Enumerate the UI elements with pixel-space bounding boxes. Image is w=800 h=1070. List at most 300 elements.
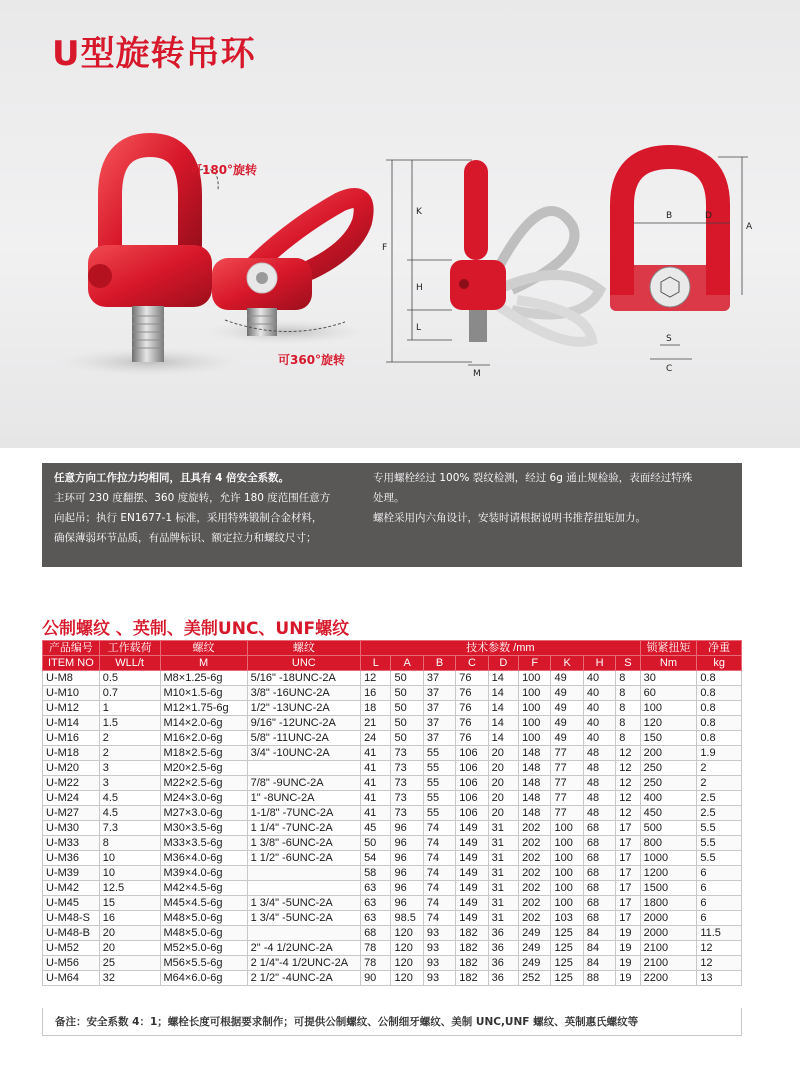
table-cell: 49 <box>551 701 583 716</box>
table-cell: 8 <box>616 671 640 686</box>
table-cell: 36 <box>488 956 518 971</box>
table-cell: 10 <box>99 851 160 866</box>
table-cell: 93 <box>423 941 455 956</box>
table-cell: 96 <box>391 821 423 836</box>
table-cell: 182 <box>456 941 488 956</box>
table-cell <box>247 866 360 881</box>
table-cell: 3 <box>99 776 160 791</box>
table-cell: U-M16 <box>43 731 100 746</box>
table-cell: 150 <box>640 731 697 746</box>
table-cell: U-M64 <box>43 971 100 986</box>
table-cell: 6 <box>697 866 742 881</box>
table-cell: 17 <box>616 836 640 851</box>
table-cell: 12 <box>697 941 742 956</box>
table-cell: 2200 <box>640 971 697 986</box>
table-cell: 37 <box>423 671 455 686</box>
header-dim-C: C <box>456 656 488 671</box>
table-cell: 68 <box>583 821 615 836</box>
table-cell: 76 <box>456 701 488 716</box>
table-cell: 17 <box>616 851 640 866</box>
section-title: 公制螺纹 、英制、美制UNC、UNF螺纹 <box>42 619 350 639</box>
spec-table-body <box>43 671 742 986</box>
table-cell: M36×4.0-6g <box>160 851 247 866</box>
table-cell: 250 <box>640 761 697 776</box>
side-view-drawing <box>372 150 608 380</box>
table-cell: 96 <box>391 881 423 896</box>
header-dim-H: H <box>583 656 615 671</box>
table-cell: 19 <box>616 971 640 986</box>
table-cell: 202 <box>519 911 551 926</box>
table-cell: 50 <box>391 671 423 686</box>
table-cell: 63 <box>361 881 391 896</box>
table-row <box>43 851 742 866</box>
table-cell: 125 <box>551 941 583 956</box>
table-cell: 19 <box>616 956 640 971</box>
table-cell: 16 <box>361 686 391 701</box>
table-cell: 148 <box>519 806 551 821</box>
table-cell: 100 <box>640 701 697 716</box>
table-row <box>43 731 742 746</box>
table-cell: 149 <box>456 821 488 836</box>
table-cell: 8 <box>616 686 640 701</box>
table-cell: 148 <box>519 761 551 776</box>
table-cell: U-M30 <box>43 821 100 836</box>
table-cell: U-M14 <box>43 716 100 731</box>
table-cell: 63 <box>361 911 391 926</box>
table-cell: 14 <box>488 701 518 716</box>
table-row <box>43 701 742 716</box>
rotate-360-callout: 可360°旋转 <box>278 353 346 367</box>
table-cell <box>247 881 360 896</box>
table-row <box>43 716 742 731</box>
table-cell: 68 <box>583 836 615 851</box>
table-cell: 202 <box>519 851 551 866</box>
table-cell: 2100 <box>640 941 697 956</box>
table-cell: 20 <box>488 761 518 776</box>
table-cell: 450 <box>640 806 697 821</box>
header-item-no: ITEM NO <box>43 656 100 671</box>
table-cell: 4.5 <box>99 791 160 806</box>
table-cell: 31 <box>488 896 518 911</box>
table-cell: 100 <box>551 851 583 866</box>
table-cell: 0.8 <box>697 701 742 716</box>
table-cell: 125 <box>551 971 583 986</box>
table-cell: 74 <box>423 851 455 866</box>
table-cell: M24×3.0-6g <box>160 791 247 806</box>
table-cell: 73 <box>391 776 423 791</box>
header-dim-D: D <box>488 656 518 671</box>
table-cell: U-M10 <box>43 686 100 701</box>
table-cell: 45 <box>361 821 391 836</box>
table-cell: 2000 <box>640 911 697 926</box>
table-cell: 100 <box>551 866 583 881</box>
table-cell: M48×5.0-6g <box>160 911 247 926</box>
table-cell: 100 <box>519 671 551 686</box>
table-cell: 40 <box>583 701 615 716</box>
dim-label-F: F <box>382 243 388 253</box>
table-cell: 32 <box>99 971 160 986</box>
table-cell: 96 <box>391 896 423 911</box>
table-cell: 55 <box>423 791 455 806</box>
table-cell: U-M33 <box>43 836 100 851</box>
table-row <box>43 776 742 791</box>
table-cell: 1 3/4" -5UNC-2A <box>247 896 360 911</box>
table-cell: 5.5 <box>697 836 742 851</box>
table-cell: 500 <box>640 821 697 836</box>
table-cell: 11.5 <box>697 926 742 941</box>
table-cell: 54 <box>361 851 391 866</box>
table-cell: 93 <box>423 926 455 941</box>
header-dim-K: K <box>551 656 583 671</box>
table-cell: 30 <box>640 671 697 686</box>
table-cell: 2 1/4"-4 1/2UNC-2A <box>247 956 360 971</box>
table-cell: 3/4" -10UNC-2A <box>247 746 360 761</box>
header-wll: 工作载荷 <box>99 641 160 656</box>
table-cell: 7.3 <box>99 821 160 836</box>
table-cell: M16×2.0-6g <box>160 731 247 746</box>
front-view-drawing <box>600 145 760 375</box>
table-cell: M8×1.25-6g <box>160 671 247 686</box>
table-cell: M45×4.5-6g <box>160 896 247 911</box>
table-cell: 41 <box>361 806 391 821</box>
hero-section <box>0 0 800 448</box>
table-cell: 37 <box>423 701 455 716</box>
table-cell: U-M27 <box>43 806 100 821</box>
table-cell: 17 <box>616 896 640 911</box>
table-cell: 90 <box>361 971 391 986</box>
table-cell: 8 <box>99 836 160 851</box>
dim-label-C: C <box>666 364 673 374</box>
header-nm: Nm <box>640 656 697 671</box>
table-cell: 252 <box>519 971 551 986</box>
table-cell: 149 <box>456 836 488 851</box>
table-cell: 250 <box>640 776 697 791</box>
table-cell: 17 <box>616 911 640 926</box>
table-cell: U-M22 <box>43 776 100 791</box>
table-cell: U-M45 <box>43 896 100 911</box>
table-cell: 148 <box>519 776 551 791</box>
table-cell: 120 <box>391 941 423 956</box>
table-cell <box>247 926 360 941</box>
features-info-box <box>42 463 742 567</box>
table-cell: 77 <box>551 806 583 821</box>
table-cell: 4.5 <box>99 806 160 821</box>
table-cell: 202 <box>519 881 551 896</box>
table-cell: 2 <box>99 731 160 746</box>
table-cell: 120 <box>391 926 423 941</box>
table-cell: 55 <box>423 761 455 776</box>
table-cell: U-M20 <box>43 761 100 776</box>
table-cell: M52×5.0-6g <box>160 941 247 956</box>
table-cell: 74 <box>423 911 455 926</box>
table-cell: 6 <box>697 881 742 896</box>
table-cell: 149 <box>456 911 488 926</box>
table-cell: 84 <box>583 941 615 956</box>
table-cell: 1 1/4" -7UNC-2A <box>247 821 360 836</box>
header-torque: 锁紧扭矩 <box>640 641 697 656</box>
table-cell: 10 <box>99 866 160 881</box>
table-cell: 19 <box>616 926 640 941</box>
table-cell: 120 <box>640 716 697 731</box>
table-cell: 77 <box>551 761 583 776</box>
table-cell: U-M8 <box>43 671 100 686</box>
table-row <box>43 836 742 851</box>
table-cell: 19 <box>616 941 640 956</box>
feature-line: 向起吊；执行 EN1677-1 标准，采用特殊锻制合金材料， <box>54 512 323 524</box>
table-row <box>43 866 742 881</box>
table-cell: 68 <box>583 866 615 881</box>
table-cell: 37 <box>423 716 455 731</box>
table-row <box>43 806 742 821</box>
table-cell: 20 <box>488 746 518 761</box>
table-cell: 149 <box>456 881 488 896</box>
table-cell: 12 <box>361 671 391 686</box>
table-cell: U-M42 <box>43 881 100 896</box>
table-cell: 15 <box>99 896 160 911</box>
table-cell: 74 <box>423 821 455 836</box>
footer-note: 备注：安全系数 4：1；螺栓长度可根据要求制作；可提供公制螺纹、公制细牙螺纹、美制 UNC,UNF 螺纹、英制惠氏螺纹等 <box>42 1008 742 1036</box>
table-cell: 9/16" -12UNC-2A <box>247 716 360 731</box>
page-title: U型旋转吊环 <box>52 34 256 74</box>
table-row <box>43 881 742 896</box>
table-cell: 41 <box>361 776 391 791</box>
table-cell: 37 <box>423 731 455 746</box>
table-cell: 20 <box>488 791 518 806</box>
table-cell: 148 <box>519 791 551 806</box>
table-cell: 16 <box>99 911 160 926</box>
table-cell: 20 <box>488 806 518 821</box>
table-cell: 100 <box>519 701 551 716</box>
table-cell: 68 <box>361 926 391 941</box>
table-cell: 1.5 <box>99 716 160 731</box>
table-cell: 1-1/8" -7UNC-2A <box>247 806 360 821</box>
table-cell: 36 <box>488 926 518 941</box>
table-cell: 50 <box>391 686 423 701</box>
table-cell: 50 <box>391 701 423 716</box>
feature-line: 螺栓采用内六角设计，安装时请根据说明书推荐扭矩加力。 <box>373 512 646 524</box>
feature-line: 专用螺栓经过 100% 裂纹检测，经过 6g 通止规检验，表面经过特殊 <box>373 472 693 484</box>
table-cell: U-M39 <box>43 866 100 881</box>
table-cell: 96 <box>391 866 423 881</box>
table-cell: 100 <box>519 686 551 701</box>
table-row <box>43 791 742 806</box>
table-cell: 73 <box>391 746 423 761</box>
table-cell: 1800 <box>640 896 697 911</box>
table-cell: 2" -4 1/2UNC-2A <box>247 941 360 956</box>
table-cell: 48 <box>583 791 615 806</box>
table-cell: 77 <box>551 746 583 761</box>
table-cell: 12.5 <box>99 881 160 896</box>
table-cell: 125 <box>551 956 583 971</box>
dim-label-L: L <box>416 323 422 333</box>
table-cell: 100 <box>551 881 583 896</box>
table-cell: 8 <box>616 731 640 746</box>
table-row <box>43 821 742 836</box>
table-cell: 2.5 <box>697 791 742 806</box>
table-cell: 93 <box>423 971 455 986</box>
table-cell: 76 <box>456 716 488 731</box>
dim-label-S: S <box>666 334 672 344</box>
table-cell: 40 <box>583 686 615 701</box>
table-row <box>43 941 742 956</box>
table-cell: 31 <box>488 911 518 926</box>
header-m: M <box>160 656 247 671</box>
table-cell: 0.7 <box>99 686 160 701</box>
table-header-row-2 <box>43 656 742 671</box>
table-cell: 73 <box>391 761 423 776</box>
table-cell: 41 <box>361 746 391 761</box>
table-cell: U-M52 <box>43 941 100 956</box>
table-cell: M64×6.0-6g <box>160 971 247 986</box>
table-cell: 100 <box>551 821 583 836</box>
table-cell: 182 <box>456 971 488 986</box>
table-cell <box>247 761 360 776</box>
table-row <box>43 686 742 701</box>
table-row <box>43 746 742 761</box>
table-cell: 1500 <box>640 881 697 896</box>
table-cell: 1/2" -13UNC-2A <box>247 701 360 716</box>
table-cell: 2 1/2" -4UNC-2A <box>247 971 360 986</box>
table-cell: 1000 <box>640 851 697 866</box>
table-cell: 106 <box>456 806 488 821</box>
table-cell: 5.5 <box>697 821 742 836</box>
table-cell: 17 <box>616 881 640 896</box>
table-row <box>43 896 742 911</box>
table-cell: 182 <box>456 956 488 971</box>
table-cell: 78 <box>361 941 391 956</box>
table-cell: M12×1.75-6g <box>160 701 247 716</box>
table-cell: M33×3.5-6g <box>160 836 247 851</box>
table-cell: 31 <box>488 866 518 881</box>
rotate-180-callout: 可180°旋转 <box>190 163 258 177</box>
table-cell: 48 <box>583 806 615 821</box>
table-header-row-1 <box>43 641 742 656</box>
features-right-column <box>373 468 735 528</box>
dim-label-A: A <box>746 222 753 232</box>
header-dim-F: F <box>519 656 551 671</box>
table-cell: 12 <box>697 956 742 971</box>
header-dim-S: S <box>616 656 640 671</box>
table-cell: 1200 <box>640 866 697 881</box>
table-cell: M42×4.5-6g <box>160 881 247 896</box>
table-cell: 49 <box>551 671 583 686</box>
table-cell: 5.5 <box>697 851 742 866</box>
table-cell: 1" -8UNC-2A <box>247 791 360 806</box>
table-row <box>43 761 742 776</box>
table-cell: 93 <box>423 956 455 971</box>
table-cell: 36 <box>488 971 518 986</box>
table-cell: 3 <box>99 761 160 776</box>
table-cell: 74 <box>423 836 455 851</box>
table-cell: 149 <box>456 896 488 911</box>
feature-line: 确保薄弱环节品质，有品牌标识、额定拉力和螺纹尺寸； <box>54 532 317 544</box>
table-cell: 68 <box>583 911 615 926</box>
table-cell: 106 <box>456 791 488 806</box>
table-cell: 40 <box>583 671 615 686</box>
table-cell: 8 <box>616 701 640 716</box>
table-cell: 100 <box>519 731 551 746</box>
table-cell: 14 <box>488 716 518 731</box>
table-cell: 800 <box>640 836 697 851</box>
table-cell: 202 <box>519 896 551 911</box>
header-unc: UNC <box>247 656 360 671</box>
spec-table <box>42 640 742 986</box>
feature-line: 主环可 230 度翻摆、360 度旋转，允许 180 度范围任意方 <box>54 492 331 504</box>
table-cell: 149 <box>456 851 488 866</box>
table-cell: 249 <box>519 926 551 941</box>
header-product-no: 产品编号 <box>43 641 100 656</box>
table-cell: 1 1/2" -6UNC-2A <box>247 851 360 866</box>
table-cell: 77 <box>551 791 583 806</box>
table-cell: 31 <box>488 851 518 866</box>
table-cell: 63 <box>361 896 391 911</box>
table-cell: 12 <box>616 791 640 806</box>
table-cell: 41 <box>361 791 391 806</box>
table-cell: 120 <box>391 956 423 971</box>
table-cell: 50 <box>361 836 391 851</box>
table-cell: 0.5 <box>99 671 160 686</box>
table-cell: U-M24 <box>43 791 100 806</box>
table-cell: 100 <box>551 836 583 851</box>
table-cell: 68 <box>583 881 615 896</box>
table-cell: 0.8 <box>697 731 742 746</box>
table-cell: 74 <box>423 866 455 881</box>
table-cell: 106 <box>456 746 488 761</box>
table-cell: M18×2.5-6g <box>160 746 247 761</box>
table-cell: 5/16" -18UNC-2A <box>247 671 360 686</box>
table-cell: 55 <box>423 746 455 761</box>
table-cell: U-M56 <box>43 956 100 971</box>
table-cell: 48 <box>583 746 615 761</box>
table-cell: 0.8 <box>697 671 742 686</box>
table-cell: 100 <box>551 896 583 911</box>
table-cell: 13 <box>697 971 742 986</box>
header-wll-unit: WLL/t <box>99 656 160 671</box>
header-tech-params: 技术参数 /mm <box>361 641 641 656</box>
table-cell: 6 <box>697 896 742 911</box>
table-cell: 200 <box>640 746 697 761</box>
header-weight: 净重 <box>697 641 742 656</box>
table-cell: 14 <box>488 686 518 701</box>
table-cell: 400 <box>640 791 697 806</box>
table-cell: 103 <box>551 911 583 926</box>
table-cell: 148 <box>519 746 551 761</box>
header-kg: kg <box>697 656 742 671</box>
table-cell: 74 <box>423 881 455 896</box>
table-cell: M10×1.5-6g <box>160 686 247 701</box>
table-cell: 249 <box>519 941 551 956</box>
table-cell: 55 <box>423 776 455 791</box>
table-row <box>43 671 742 686</box>
table-cell: 41 <box>361 761 391 776</box>
table-cell: 1 3/8" -6UNC-2A <box>247 836 360 851</box>
table-cell: 14 <box>488 671 518 686</box>
table-cell: 8 <box>616 716 640 731</box>
table-cell: M27×3.0-6g <box>160 806 247 821</box>
table-cell: 0.8 <box>697 716 742 731</box>
table-cell: 12 <box>616 746 640 761</box>
table-cell: 249 <box>519 956 551 971</box>
table-cell: 0.8 <box>697 686 742 701</box>
table-cell: 18 <box>361 701 391 716</box>
table-cell: 31 <box>488 836 518 851</box>
table-cell: 2 <box>697 776 742 791</box>
table-cell: U-M12 <box>43 701 100 716</box>
table-cell: 2 <box>697 761 742 776</box>
table-cell: 6 <box>697 911 742 926</box>
table-cell: 120 <box>391 971 423 986</box>
table-cell: 14 <box>488 731 518 746</box>
